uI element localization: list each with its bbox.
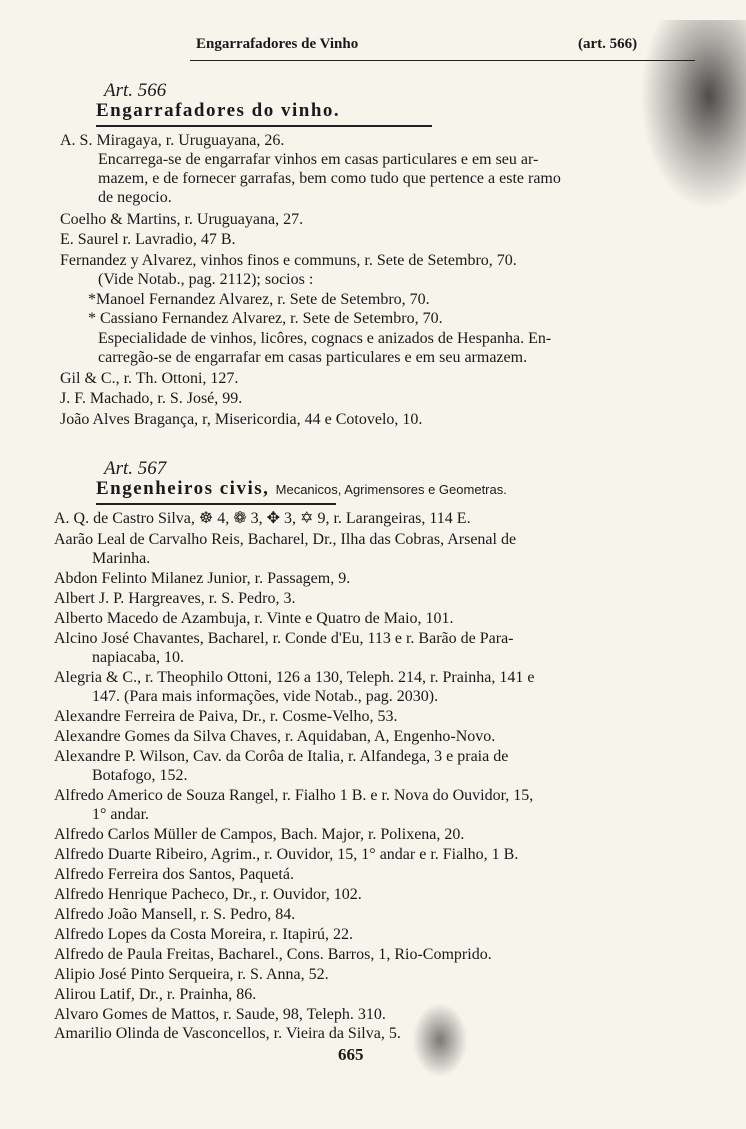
article-number: Art. 566 <box>104 80 167 101</box>
entry-line: mazem, e de fornecer garrafas, bem como tudo que pertence a este ramo <box>98 170 561 187</box>
entry-line: Coelho & Martins, r. Uruguayana, 27. <box>60 211 304 228</box>
entry-line: João Alves Bragança, r, Misericordia, 44 e Cotovelo, 10. <box>60 411 423 428</box>
entry-line: Abdon Felinto Milanez Junior, r. Passagem, 9. <box>54 570 351 587</box>
entry-line: A. Q. de Castro Silva, ☸ 4, ❁ 3, ✥ 3, ✡ 9, r. Larangeiras, 114 E. <box>54 510 471 527</box>
entry-line: Marinha. <box>92 550 151 567</box>
entry-line: de negocio. <box>98 189 172 206</box>
ink-stain-bottom <box>410 1000 470 1080</box>
entry-line: napiacaba, 10. <box>92 649 184 666</box>
header-rule <box>190 60 695 61</box>
entry-line: Botafogo, 152. <box>92 767 188 784</box>
entry-line: Especialidade de vinhos, licôres, cognacs e anizados de Hespanha. En- <box>98 330 552 347</box>
entry-line: Alirou Latif, Dr., r. Prainha, 86. <box>54 986 257 1003</box>
entry-line: (Vide Notab., pag. 2112); socios : <box>98 271 314 288</box>
section-rule <box>96 503 336 505</box>
entry-line: A. S. Miragaya, r. Uruguayana, 26. <box>60 132 285 149</box>
header-title: Engarrafadores de Vinho <box>196 36 359 52</box>
section-heading <box>96 100 340 122</box>
article-number: Art. 567 <box>104 458 167 479</box>
entry-line: 147. (Para mais informações, vide Notab., pag. 2030). <box>92 688 439 705</box>
entry-line: Alfredo Duarte Ribeiro, Agrim., r. Ouvidor, 15, 1° andar e r. Fialho, 1 B. <box>54 846 519 863</box>
section-subtitle: Mecanicos, Agrimensores e Geometras. <box>275 482 507 497</box>
entry-line: Gil & C., r. Th. Ottoni, 127. <box>60 370 239 387</box>
entry-line: 1° andar. <box>92 806 150 823</box>
entry-line: Alfredo João Mansell, r. S. Pedro, 84. <box>54 906 296 923</box>
running-header <box>196 36 736 58</box>
entry-line: Alfredo Carlos Müller de Campos, Bach. Major, r. Polixena, 20. <box>54 826 465 843</box>
section-rule <box>96 125 432 127</box>
entry-line: Fernandez y Alvarez, vinhos finos e communs, r. Sete de Setembro, 70. <box>60 252 517 269</box>
entry-line: Alfredo Lopes da Costa Moreira, r. Itapirú, 22. <box>54 926 354 943</box>
section-heading <box>96 478 507 500</box>
entry-line: Alfredo Ferreira dos Santos, Paquetá. <box>54 866 294 883</box>
section-title: Engenheiros civis, <box>96 478 270 499</box>
entry-line: Alberto Macedo de Azambuja, r. Vinte e Quatro de Maio, 101. <box>54 610 454 627</box>
entry-line: Encarrega-se de engarrafar vinhos em casas particulares e em seu ar- <box>98 151 539 168</box>
entry-line: J. F. Machado, r. S. José, 99. <box>60 390 243 407</box>
entry-line: Alfredo de Paula Freitas, Bacharel., Cons. Barros, 1, Rio-Comprido. <box>54 946 492 963</box>
entry-line: carregão-se de engarrafar em casas particulares e em seu armazem. <box>98 349 528 366</box>
entry-line: Amarilio Olinda de Vasconcellos, r. Vieira da Silva, 5. <box>54 1025 401 1042</box>
entry-line: Albert J. P. Hargreaves, r. S. Pedro, 3. <box>54 590 296 607</box>
entry-line: Alfredo Henrique Pacheco, Dr., r. Ouvidor, 102. <box>54 886 362 903</box>
entry-line: * Cassiano Fernandez Alvarez, r. Sete de Setembro, 70. <box>88 310 443 327</box>
entry-line: *Manoel Fernandez Alvarez, r. Sete de Setembro, 70. <box>88 291 430 308</box>
entry-line: Alexandre Ferreira de Paiva, Dr., r. Cosme-Velho, 53. <box>54 708 398 725</box>
entry-line: Aarão Leal de Carvalho Reis, Bacharel, Dr., Ilha das Cobras, Arsenal de <box>54 531 517 548</box>
entry-line: Alipio José Pinto Serqueira, r. S. Anna, 52. <box>54 966 329 983</box>
entry-line: Alcino José Chavantes, Bacharel, r. Conde d'Eu, 113 e r. Barão de Para- <box>54 630 514 647</box>
header-article-ref: (art. 566) <box>578 36 638 52</box>
entry-line: Alvaro Gomes de Mattos, r. Saude, 98, Teleph. 310. <box>54 1006 386 1023</box>
entry-line: Alfredo Americo de Souza Rangel, r. Fialho 1 B. e r. Nova do Ouvidor, 15, <box>54 787 534 804</box>
entry-line: Alegria & C., r. Theophilo Ottoni, 126 a 130, Teleph. 214, r. Prainha, 141 e <box>54 669 535 686</box>
entry-line: Alexandre P. Wilson, Cav. da Corôa de Italia, r. Alfandega, 3 e praia de <box>54 748 509 765</box>
entry-line: Alexandre Gomes da Silva Chaves, r. Aquidaban, A, Engenho-Novo. <box>54 728 496 745</box>
page-number: 665 <box>338 1045 364 1064</box>
entry-line: E. Saurel r. Lavradio, 47 B. <box>60 231 236 248</box>
section-title: Engarrafadores do vinho. <box>96 100 341 121</box>
